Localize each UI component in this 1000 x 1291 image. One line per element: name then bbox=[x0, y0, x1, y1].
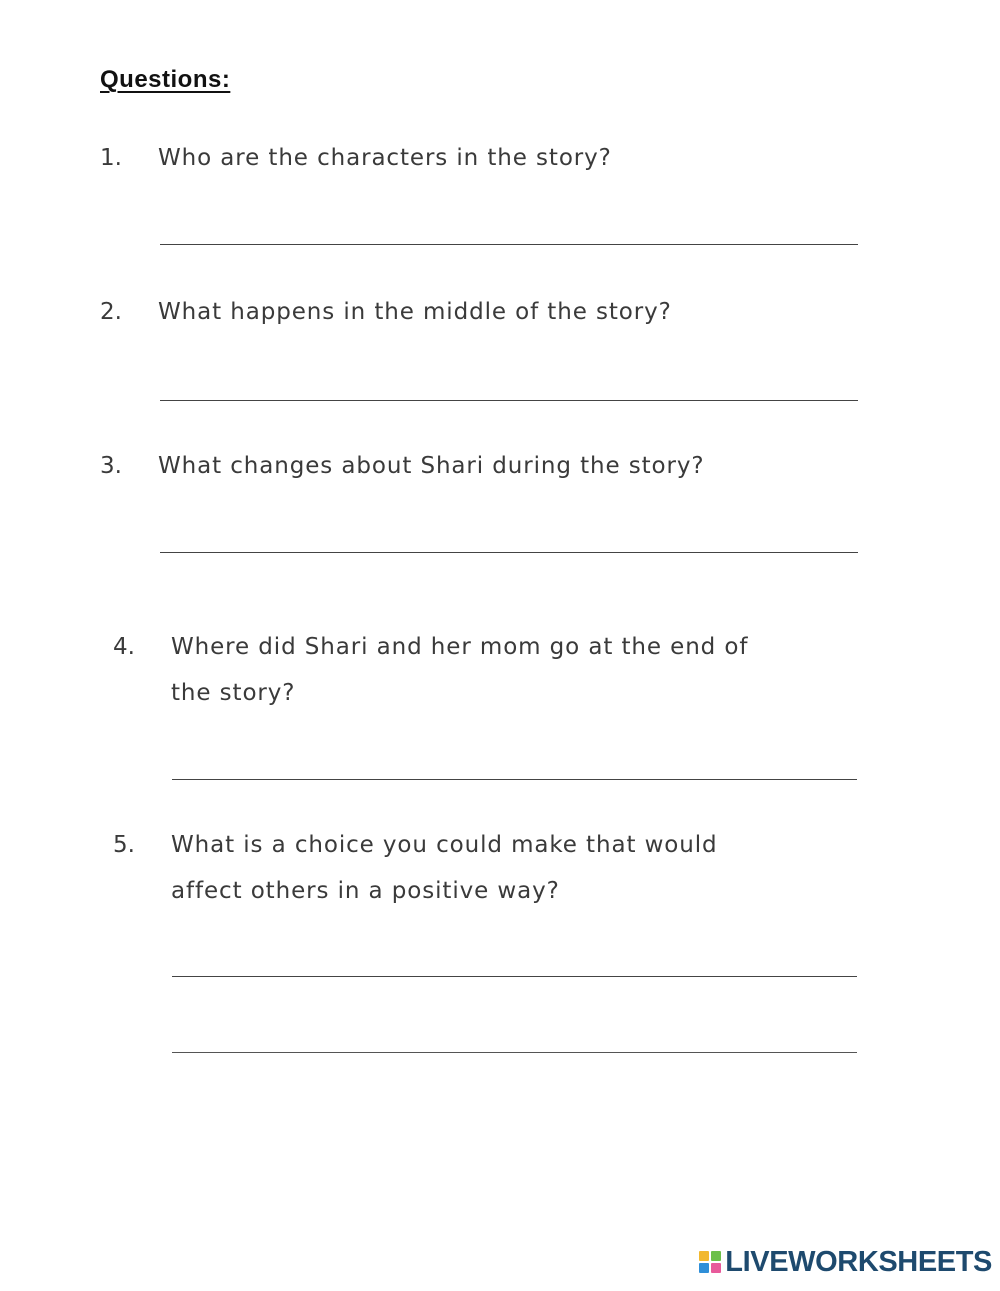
question-text-line-2: the story? bbox=[171, 680, 296, 706]
logo-block-br bbox=[711, 1263, 721, 1273]
answer-line[interactable] bbox=[160, 552, 858, 553]
answer-line[interactable] bbox=[160, 244, 858, 245]
answer-line[interactable] bbox=[172, 976, 857, 977]
logo-text: LIVEWORKSHEETS bbox=[725, 1245, 992, 1278]
logo-blocks-icon bbox=[699, 1251, 721, 1273]
question-number: 2. bbox=[100, 299, 122, 325]
question-text-line-2: affect others in a positive way? bbox=[171, 878, 560, 904]
question-number: 5. bbox=[113, 832, 135, 858]
question-number: 1. bbox=[100, 145, 122, 171]
question-text: What changes about Shari during the story? bbox=[158, 453, 705, 479]
questions-heading: Questions: bbox=[100, 66, 231, 93]
question-text-line-1: What is a choice you could make that would bbox=[171, 832, 718, 858]
answer-line[interactable] bbox=[172, 1052, 857, 1053]
answer-line[interactable] bbox=[172, 779, 857, 780]
question-text: Who are the characters in the story? bbox=[158, 145, 612, 171]
question-number: 3. bbox=[100, 453, 122, 479]
question-number: 4. bbox=[113, 634, 135, 660]
logo-block-tl bbox=[699, 1251, 709, 1261]
logo-block-bl bbox=[699, 1263, 709, 1273]
logo-block-tr bbox=[711, 1251, 721, 1261]
liveworksheets-logo bbox=[699, 1245, 992, 1279]
question-text-line-1: Where did Shari and her mom go at the end of bbox=[171, 634, 749, 660]
answer-line[interactable] bbox=[160, 400, 858, 401]
question-text: What happens in the middle of the story? bbox=[158, 299, 672, 325]
